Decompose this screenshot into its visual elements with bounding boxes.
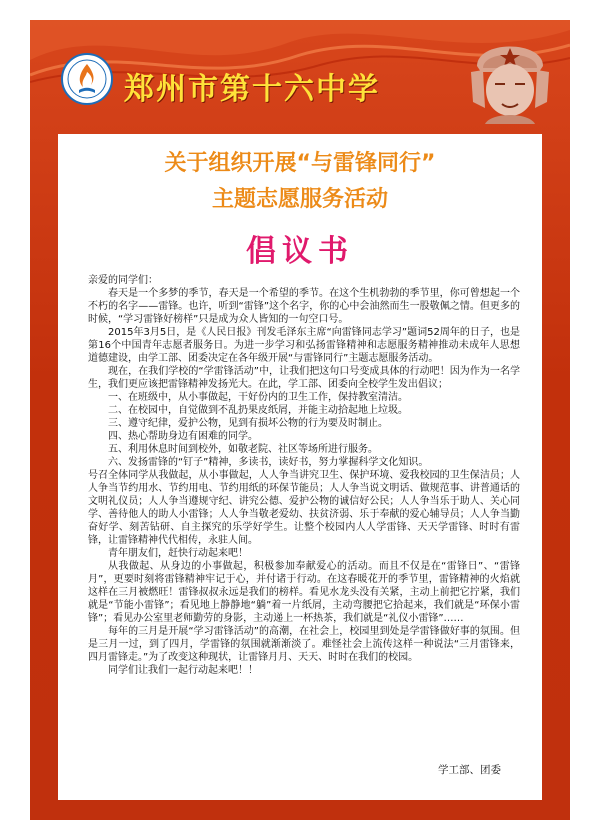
paragraph: 从我做起、从身边的小事做起，积极参加奉献爱心的活动。而且不仅是在“雷锋日”、“雷锋月”，更要时刻将雷锋精神牢记于心，并付诸于行动。在这春暖花开的季节里，雷锋精神的火焰就这样在三月被燃旺！雷锋叔叔永远是我们的榜样。看见水龙头没有关紧，主动上前把它拧紧，我们就是“节能小雷锋”；看见地上静静地“躺”着一片纸屑，主动弯腰把它拾起来，我们就是“环保小雷锋”；看见办公室里老师勤劳的身影，主动递上一杯热茶，我们就是“礼仪小雷锋”……	[88, 561, 520, 624]
greeting: 亲爱的同学们：	[88, 275, 158, 286]
paragraph: 号召全体同学从我做起，从小事做起，人人争当讲究卫生、保护环境、爱我校园的卫生保洁员；人人争当节约用水、节约用电、节约用纸的环保节能员；人人争当说文明话、做规范事、讲普通话的文明礼仪员；人人争当遵规守纪、讲究公德、爱护公物的诚信好公民；人人争当乐于助人、关心同学、善待他人的助人小雷锋；人人争当敬老爱幼、扶贫济弱、乐于奉献的爱心辅导员；人人争当勤奋好学、刻苦钻研、自主探究的乐学好学生。让整个校园内人人学雷锋、天天学雷锋、时时有雷锋，让雷锋精神代代相传，永驻人间。	[88, 470, 520, 546]
paragraph: 春天是一个多梦的季节，春天是一个希望的季节。在这个生机勃勃的季节里，你可曾想起一个不朽的名字——雷锋。也许，听到“雷锋”这个名字，你的心中会油然而生一股敬佩之情。但更多的时候，“学习雷锋好榜样”只是成为众人皆知的一句空口号。	[88, 288, 520, 325]
proposal-paper	[58, 134, 542, 800]
school-name: 郑州市第十六中学	[124, 72, 380, 107]
proposal-item: 一、在班级中，从小事做起，干好份内的卫生工作，保持教室清洁。	[108, 392, 408, 403]
title-proposal: 倡议书	[246, 234, 354, 269]
lei-feng-portrait-icon	[455, 28, 565, 128]
paragraph: 每年的三月是开展“学习雷锋活动”的高潮，在社会上，校园里到处是学雷锋做好事的氛围。但是三月一过，到了四月，学雷锋的氛围就渐渐淡了。难怪社会上流传这样一种说法“三月雷锋来，四月雷锋走。”为了改变这种现状，让雷锋月月、天天、时时在我们的校园。	[88, 626, 520, 663]
title-line-2: 主题志愿服务活动	[211, 187, 388, 212]
proposal-item: 三、遵守纪律，爱护公物，见到有损坏公物的行为要及时制止。	[108, 418, 388, 429]
paragraph: 2015年3月5日，是《人民日报》刊发毛泽东主席“向雷锋同志学习”题词52周年的日子，也是第16个中国青年志愿者服务日。为进一步学习和弘扬雷锋精神和志愿服务精神推动未成年人思想道德建设，由学工部、团委决定在各年级开展“与雷锋同行”主题志愿服务活动。	[88, 327, 520, 364]
paragraph: 青年朋友们，赶快行动起来吧！	[108, 548, 248, 559]
signature: 学工部、团委	[438, 764, 501, 776]
proposal-body	[88, 274, 520, 677]
paragraph: 现在，在我们学校的“学雷锋活动”中，让我们把这句口号变成具体的行动吧！因为作为一名学生，我们更应该把雷锋精神发扬光大。在此，学工部、团委向全校学生发出倡议；	[88, 366, 520, 390]
closing-line: 同学们让我们一起行动起来吧！！	[108, 665, 258, 676]
title-line-1: 关于组织开展“与雷锋同行”	[164, 151, 436, 176]
proposal-item: 六、发扬雷锋的“钉子”精神，多读书，读好书，努力掌握科学文化知识。	[108, 457, 429, 468]
proposal-item: 二、在校园中，自觉做到不乱扔果皮纸屑，并能主动拾起地上垃圾。	[108, 405, 408, 416]
proposal-item: 四、热心帮助身边有困难的同学。	[108, 431, 258, 442]
school-logo-icon	[60, 52, 114, 106]
proposal-item: 五、利用休息时间到校外，如敬老院、社区等场所进行服务。	[108, 444, 378, 455]
